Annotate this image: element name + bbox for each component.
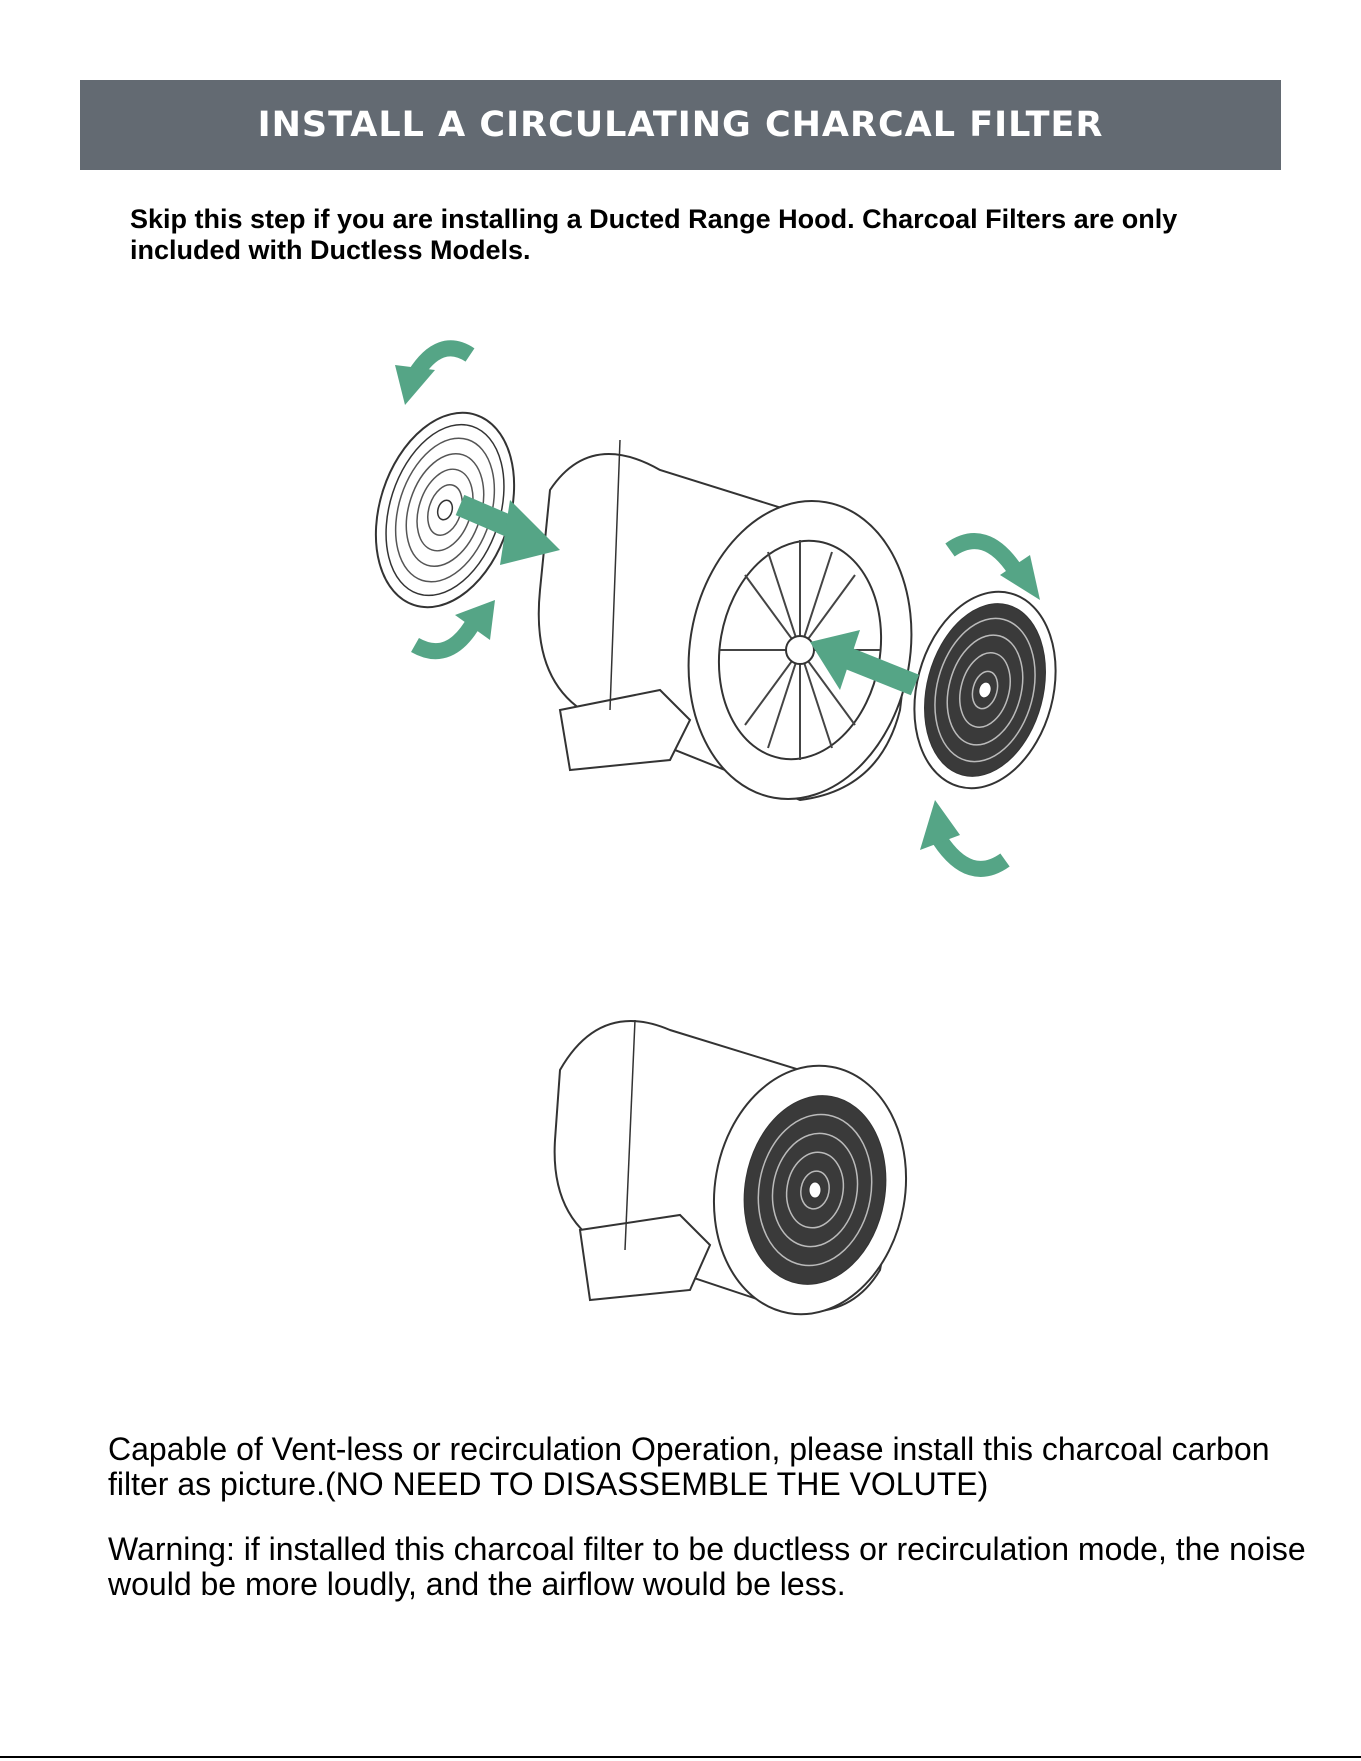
section-header-banner — [80, 80, 1281, 170]
footer-divider — [0, 1756, 1361, 1758]
intro-note: Skip this step if you are installing a Ducted Range Hood. Charcoal Filters are only included with Ductless Models. — [130, 204, 1178, 265]
blower-housing-icon — [539, 440, 935, 817]
warning-paragraph: Warning: if installed this charcoal filter to be ductless or recirculation mode, the noise would be more loudly, and the airflow would be less. — [108, 1531, 1306, 1602]
page-title: INSTALL A CIRCULATING CHARCAL FILTER — [257, 105, 1104, 145]
right-charcoal-filter-icon — [893, 576, 1076, 804]
instruction-paragraph: Capable of Vent-less or recirculation Operation, please install this charcoal carbon filter as picture.(NO NEED TO DISASSEMBLE THE VOLUTE) — [108, 1431, 1270, 1502]
assembled-fan-illustration — [540, 950, 920, 1330]
exploded-fan-illustration — [360, 330, 1080, 910]
